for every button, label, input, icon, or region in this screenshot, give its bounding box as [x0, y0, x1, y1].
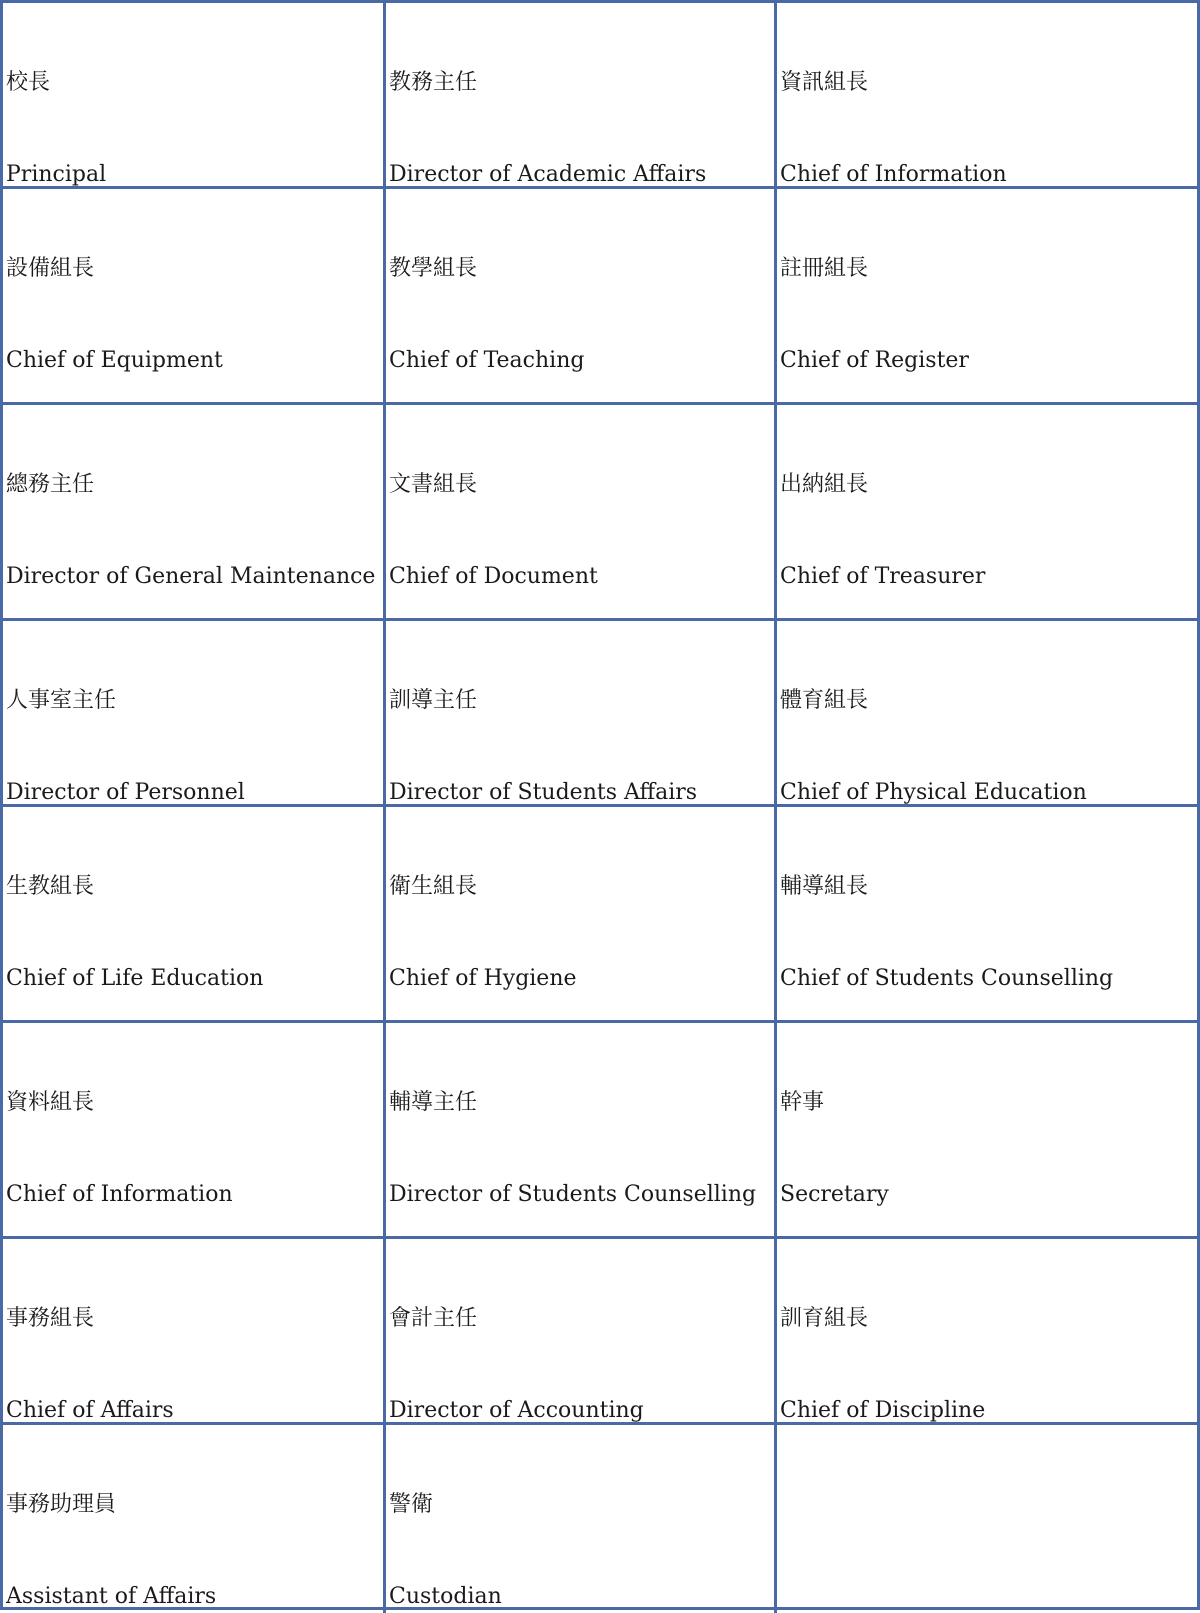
cell-title: 體育組長 [780, 687, 869, 713]
cell-title: 會計主任 [389, 1305, 478, 1331]
cell-line: Chief of Equipment [6, 347, 223, 373]
table-cell [3, 405, 386, 621]
cell-line: Chief of Information [6, 1181, 233, 1207]
cell-title: 事務組長 [6, 1305, 95, 1331]
cell-line: Director of General Maintenance [6, 563, 376, 589]
table-cell [3, 621, 386, 807]
cell-title: 資訊組長 [780, 69, 869, 95]
table-cell [777, 405, 1197, 621]
cell-title: 衛生組長 [389, 873, 478, 899]
table-cell [3, 807, 386, 1023]
table-cell [3, 1023, 386, 1239]
table-cell [777, 1023, 1197, 1239]
cell-title: 警衛 [389, 1491, 434, 1517]
table-cell [777, 807, 1197, 1023]
table-cell [386, 1239, 777, 1425]
table-cell [386, 189, 777, 405]
cell-line: Custodian [389, 1583, 502, 1609]
cell-title: 輔導組長 [780, 873, 869, 899]
cell-title: 生教組長 [6, 873, 95, 899]
cell-line: Principal [6, 161, 107, 187]
table-cell [386, 807, 777, 1023]
cell-title: 校長 [6, 69, 51, 95]
table-cell [777, 3, 1197, 189]
cell-title: 幹事 [780, 1089, 825, 1115]
cell-line: Chief of Document [389, 563, 598, 589]
cell-title: 教學組長 [389, 255, 478, 281]
table-cell [386, 621, 777, 807]
cell-title: 設備組長 [6, 255, 95, 281]
cell-line: Director of Accounting [389, 1397, 644, 1423]
cell-line: Director of Academic Affairs [389, 161, 707, 187]
cell-line: Chief of Physical Education [780, 779, 1087, 805]
cell-line: Chief of Discipline [780, 1397, 986, 1423]
cell-title: 訓育組長 [780, 1305, 869, 1331]
table-cell [386, 405, 777, 621]
table-cell [386, 3, 777, 189]
table-cell [3, 1425, 386, 1613]
cell-title: 資料組長 [6, 1089, 95, 1115]
cell-line: Chief of Students Counselling [780, 965, 1114, 991]
cell-line: Assistant of Affairs [6, 1583, 217, 1609]
table-cell [3, 189, 386, 405]
empty-table-cell [777, 1425, 1197, 1613]
cell-line: Director of Students Counselling [389, 1181, 757, 1207]
cell-line: Chief of Teaching [389, 347, 585, 373]
table-cell [777, 621, 1197, 807]
table-cell [777, 1239, 1197, 1425]
cell-line: Chief of Life Education [6, 965, 264, 991]
cell-title: 出納組長 [780, 471, 869, 497]
cell-line: Chief of Information [780, 161, 1007, 187]
cell-title: 註冊組長 [780, 255, 869, 281]
table-cell [386, 1425, 777, 1613]
table-cell [3, 3, 386, 189]
cell-title: 人事室主任 [6, 687, 117, 713]
cell-line: Chief of Affairs [6, 1397, 174, 1423]
cell-title: 教務主任 [389, 69, 478, 95]
table-cell [3, 1239, 386, 1425]
table-cell [386, 1023, 777, 1239]
cell-line: Chief of Treasurer [780, 563, 986, 589]
table-cell [777, 189, 1197, 405]
cell-title: 總務主任 [6, 471, 95, 497]
cell-line: Chief of Register [780, 347, 969, 373]
cell-line: Director of Personnel [6, 779, 245, 805]
cell-title: 輔導主任 [389, 1089, 478, 1115]
cell-line: Secretary [780, 1181, 889, 1207]
cell-title: 文書組長 [389, 471, 478, 497]
cell-line: Chief of Hygiene [389, 965, 577, 991]
cell-title: 事務助理員 [6, 1491, 117, 1517]
cell-title: 訓導主任 [389, 687, 478, 713]
cell-line: Director of Students Affairs [389, 779, 698, 805]
